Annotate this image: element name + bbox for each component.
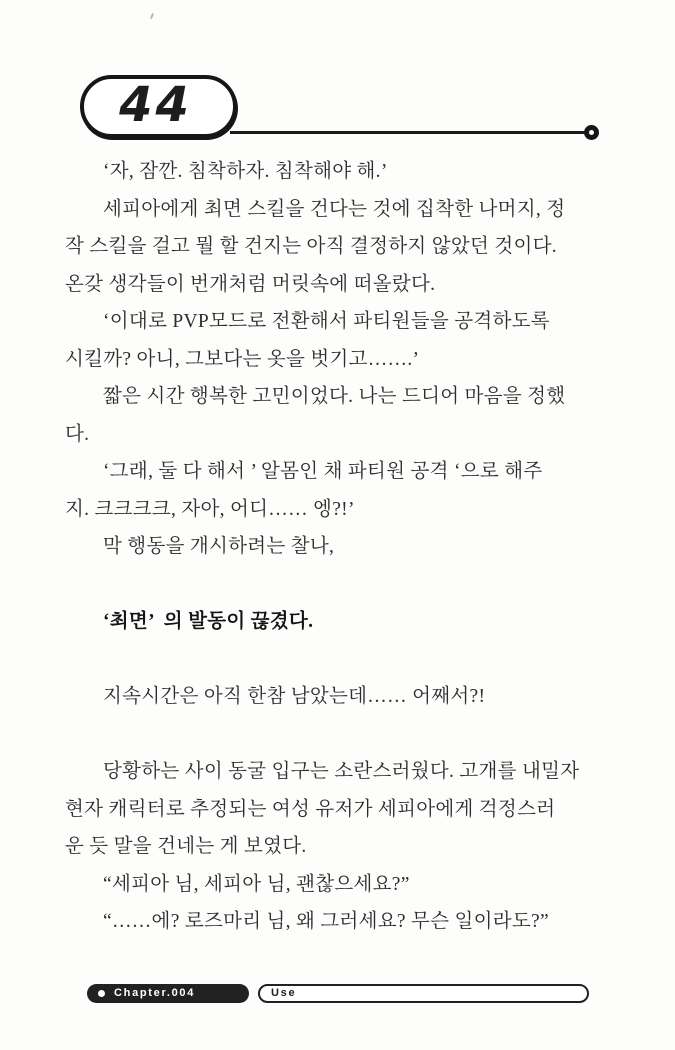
- scan-speck: [150, 13, 154, 19]
- text-line: ‘그래, 둘 다 해서 ’ 알몸인 채 파티원 공격 ‘으로 해주: [103, 461, 543, 482]
- header-rule-end-ring-icon: [584, 125, 599, 140]
- footer-chapter-label: Chapter.004: [114, 986, 196, 999]
- text-line: 다.: [65, 423, 90, 445]
- footer-use-label: Use: [271, 986, 297, 999]
- chapter-number-badge: [80, 75, 237, 138]
- text-line: 온갖 생각들이 번개처럼 머릿속에 떠올랐다.: [65, 273, 436, 295]
- text-line: ‘최면’ 의 발동이 끊겼다.: [103, 611, 314, 632]
- text-line: “세피아 님, 세피아 님, 괜찮으세요?”: [103, 873, 410, 895]
- text-line: 작 스킬을 걸고 뭘 할 건지는 아직 결정하지 않았던 것이다.: [65, 236, 557, 257]
- text-line: 지. 크크크크, 자아, 어디…… 엥?!’: [65, 498, 355, 520]
- text-line: 당황하는 사이 동굴 입구는 소란스러웠다. 고개를 내밀자: [103, 761, 580, 782]
- text-line: ‘자, 잠깐. 침착하자. 침착해야 해.’: [103, 161, 388, 182]
- text-line: 현자 캐릭터로 추정되는 여성 유저가 세피아에게 걱정스러: [65, 798, 556, 820]
- body-text: [65, 153, 613, 941]
- text-line: 막 행동을 개시하려는 찰나,: [103, 536, 335, 557]
- text-line: 세피아에게 최면 스킬을 건다는 것에 집착한 나머지, 정: [103, 198, 566, 220]
- bullet-dot-icon: [98, 990, 105, 997]
- text-line: 운 듯 말을 건네는 게 보였다.: [65, 836, 307, 857]
- header-rule-line: [230, 131, 586, 134]
- footer-use-pill: [258, 984, 589, 1003]
- text-line: 짧은 시간 행복한 고민이었다. 나는 드디어 마음을 정했: [103, 386, 566, 407]
- text-line: “……에? 로즈마리 님, 왜 그러세요? 무슨 일이라도?”: [103, 911, 549, 932]
- text-line: ‘이대로 PVP모드로 전환해서 파티원들을 공격하도록: [103, 311, 550, 332]
- text-line: 시킬까? 아니, 그보다는 옷을 벗기고…….’: [65, 348, 420, 370]
- footer-chapter-pill: [87, 984, 249, 1003]
- text-line: 지속시간은 아직 한참 남았는데…… 어째서?!: [103, 686, 486, 707]
- chapter-number: 44: [119, 77, 192, 133]
